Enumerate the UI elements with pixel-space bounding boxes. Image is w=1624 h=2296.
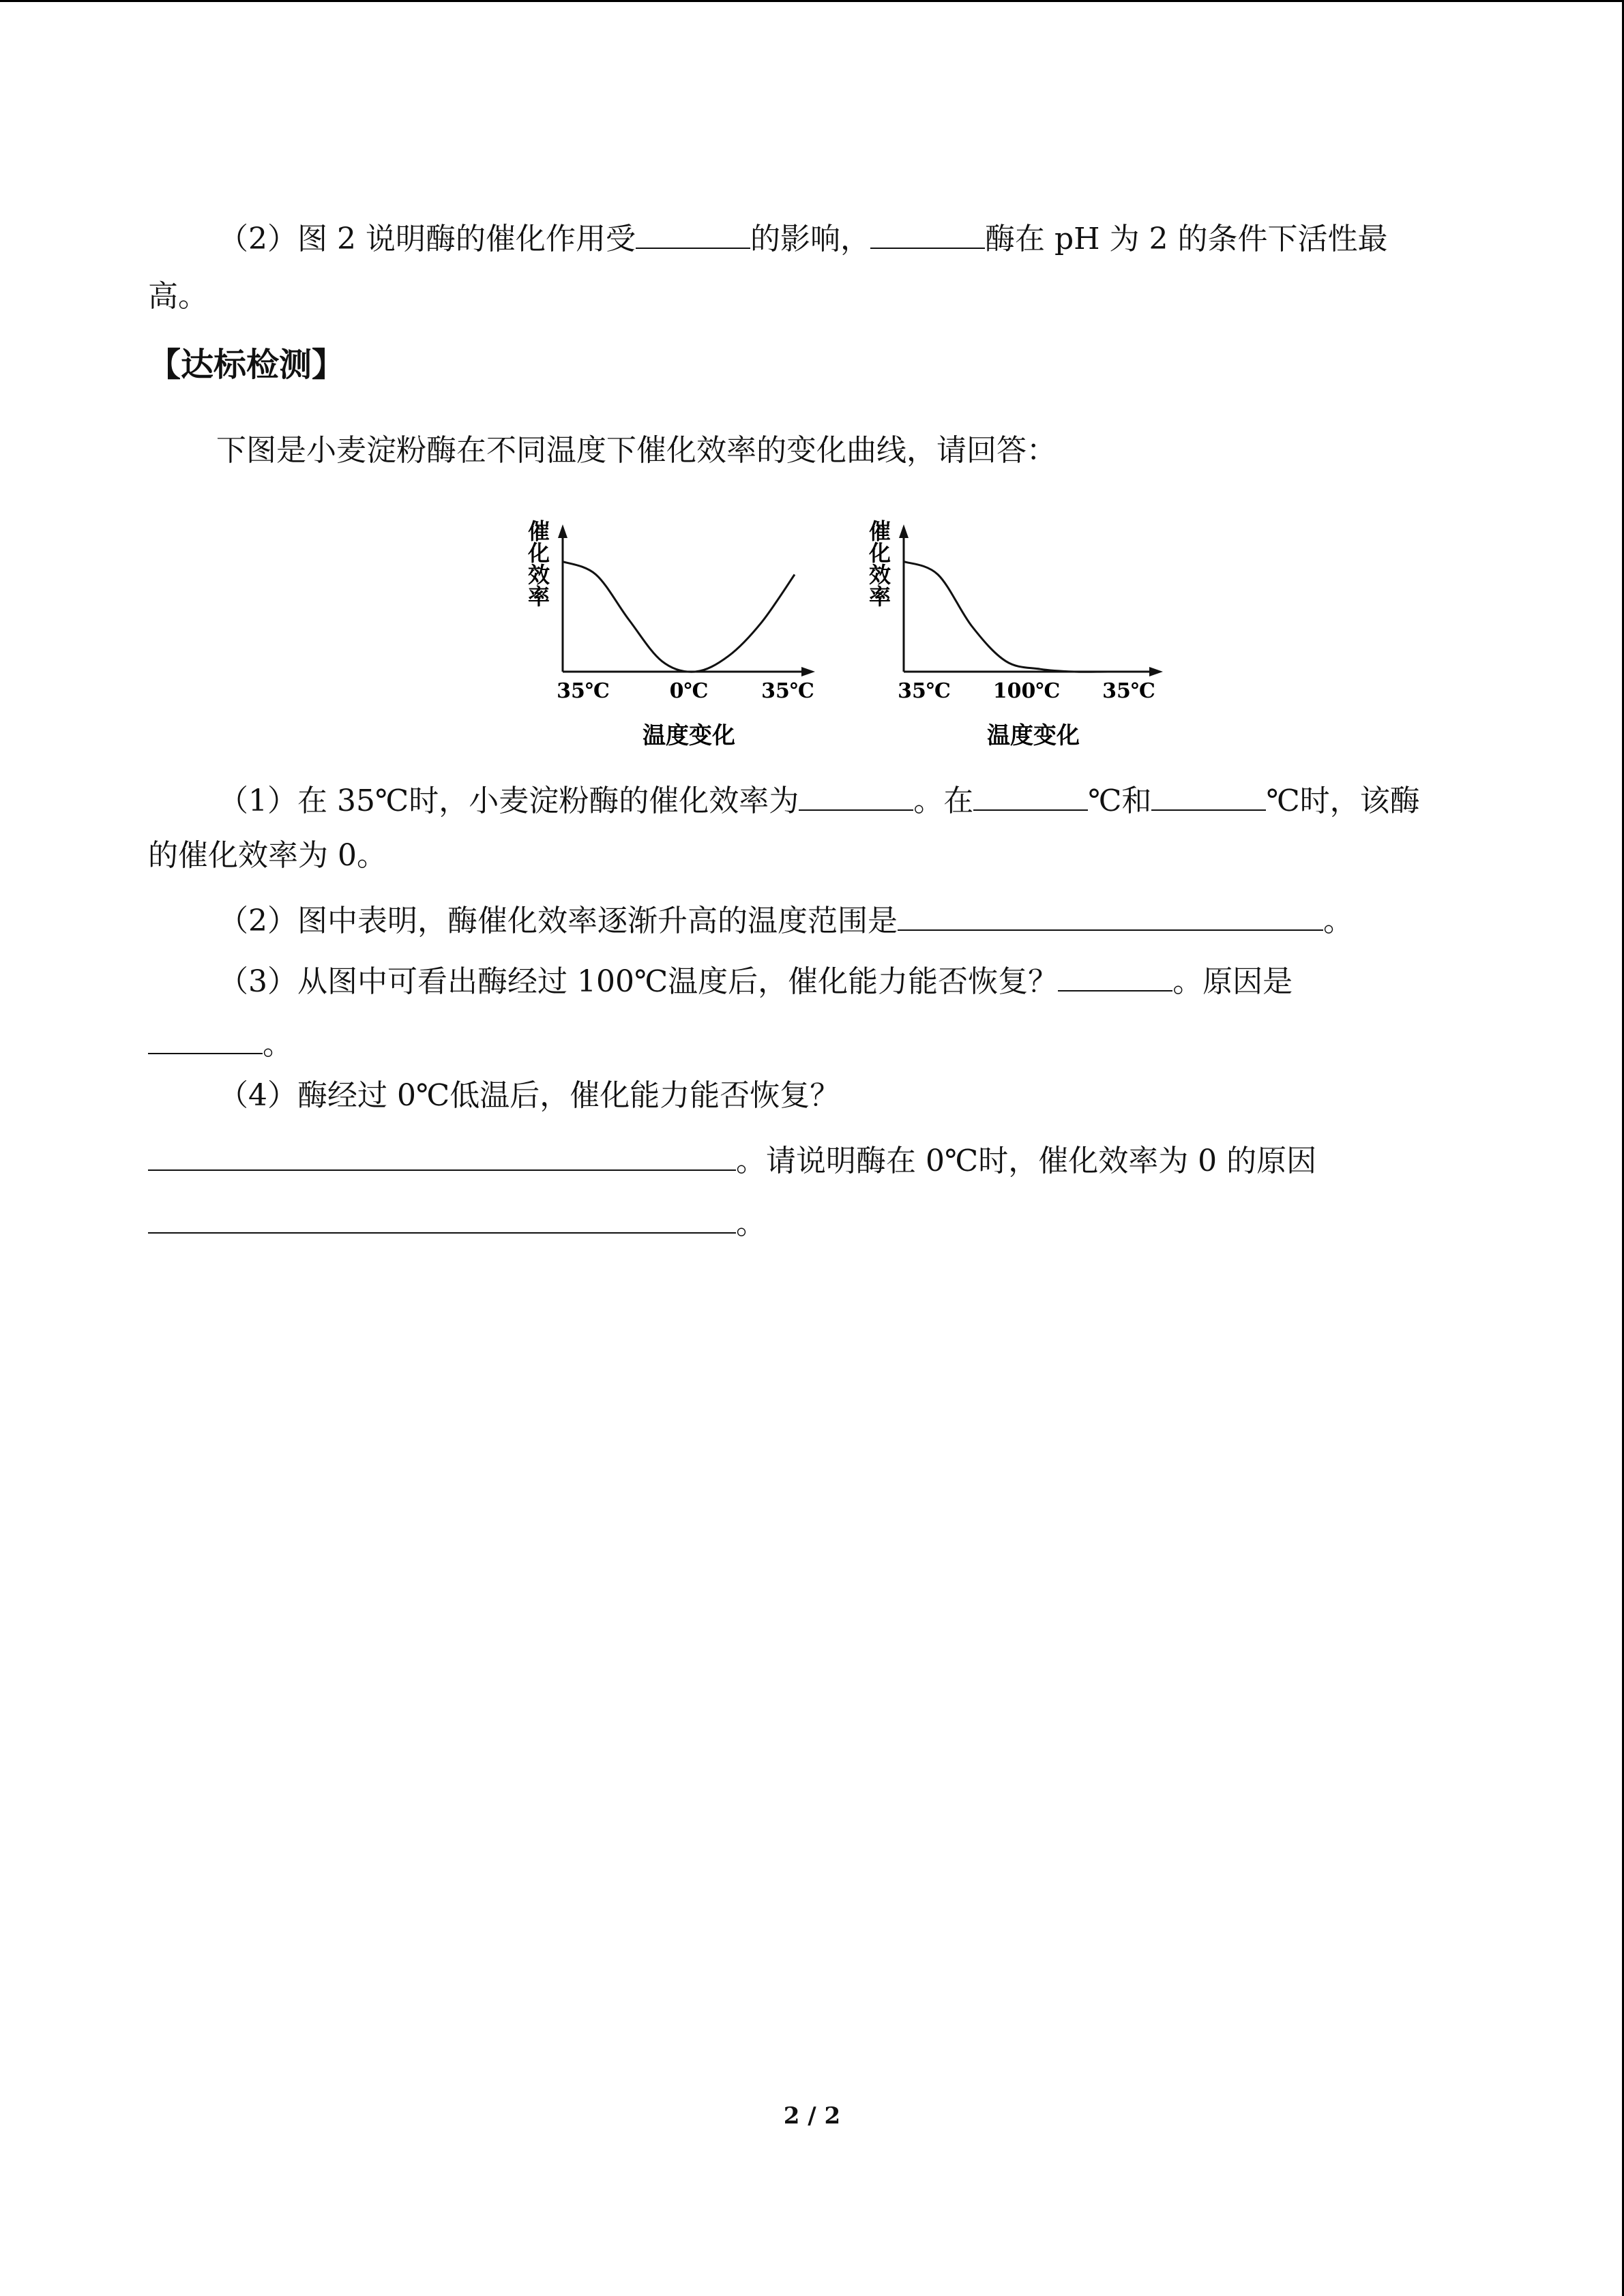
chart-right [868,518,1163,749]
tick-label: 35℃ [898,679,951,703]
answer-blank[interactable] [973,775,1088,811]
tick-label: 100℃ [992,679,1061,703]
chart-left [527,518,815,749]
text-line [148,1019,293,1065]
y-axis-label-char: 化 [868,540,891,566]
text-line [218,213,1387,260]
x-axis-arrow [1149,667,1163,676]
intro-text: 下图是小麦淀粉酶在不同温度下催化效率的变化曲线，请回答： [216,433,1057,468]
text-line [148,1198,766,1244]
question-2 [218,895,1353,942]
y-axis-arrow [899,524,909,538]
text-segment: ℃和 [1088,784,1152,818]
text-line: 的催化效率为 0。 [148,838,387,873]
x-axis-label: 温度变化 [987,722,1080,749]
text-line [148,1135,1316,1182]
page-number: 2 / 2 [783,2102,841,2130]
answer-blank[interactable] [148,1019,263,1054]
text-segment: （1）在 35℃时，小麦淀粉酶的催化效率为 [218,784,799,818]
data-curve [563,562,795,672]
question-4 [218,1075,840,1116]
text-segment: ℃时，该酶 [1266,784,1420,818]
answer-blank[interactable] [1058,956,1172,992]
data-curve [904,562,1142,672]
tick-label: 0℃ [669,679,709,703]
y-axis-label-char: 化 [527,540,550,566]
answer-blank[interactable] [870,213,985,249]
section-heading: 【达标检测】 [148,346,345,384]
answer-blank[interactable] [148,1135,736,1171]
question-1 [218,775,1420,822]
text-segment: 酶在 pH 为 2 的条件下活性最 [984,222,1388,256]
answer-blank[interactable] [148,1198,736,1234]
y-axis-label-char: 效 [868,562,891,588]
answer-blank[interactable] [1151,775,1266,811]
text-segment: （2）图中表明，酶催化效率逐渐升高的温度范围是 [218,904,898,938]
x-axis-arrow [801,667,815,676]
x-axis-label: 温度变化 [643,722,735,749]
y-axis-label-char: 催 [527,518,550,544]
tick-label: 35℃ [1102,679,1155,703]
answer-blank[interactable] [898,895,1323,931]
y-axis-arrow [558,524,567,538]
text-segment: 。原因是 [1172,964,1293,999]
text-segment: 。 [736,1206,766,1241]
answer-blank[interactable] [636,213,750,249]
text-segment: （4）酶经过 0℃低温后，催化能力能否恢复？ [218,1078,840,1113]
y-axis-label-char: 率 [527,584,550,610]
text-segment: 。 [1323,904,1353,938]
question-3 [218,956,1293,1002]
tick-label: 35℃ [761,679,814,703]
text-segment: 。 [263,1027,293,1062]
chart-figure [505,491,1187,764]
tick-label: 35℃ [557,679,610,703]
text-segment: （3）从图中可看出酶经过 100℃温度后，催化能力能否恢复？ [218,964,1059,999]
text-segment: （2）图 2 说明酶的催化作用受 [218,222,636,256]
figure [505,491,1187,764]
text-segment: 的影响， [750,222,870,256]
text-segment: 。在 [913,784,974,818]
y-axis-label-char: 催 [868,518,891,544]
y-axis-label-char: 效 [527,562,550,588]
text-segment: 。请说明酶在 0℃时，催化效率为 0 的原因 [736,1144,1317,1178]
y-axis-label-char: 率 [868,584,891,610]
text-line: 高。 [148,279,208,314]
answer-blank[interactable] [799,775,913,811]
